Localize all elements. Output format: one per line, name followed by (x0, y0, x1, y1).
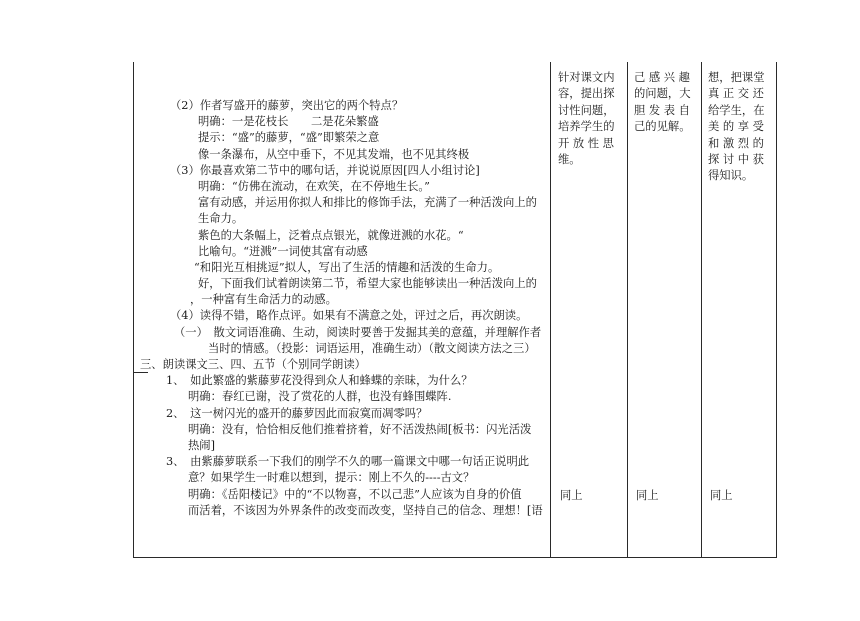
content-line: 3、 由紫藤萝联系一下我们的刚学不久的哪一篇课文中哪一句话正说明此 (166, 455, 530, 469)
content-line: 2、 这一树闪光的盛开的藤萝因此而寂寞而凋零吗？ (166, 406, 428, 420)
col4-line: 想，把课堂 (708, 71, 765, 84)
table-border-right (776, 62, 777, 558)
col2-line: 容，提出探 (558, 87, 615, 101)
content-line: 好，下面我们试着朗读第二节，希望大家也能够读出一种活泼向上的 (198, 277, 537, 291)
col3-line: 胆 发 表 自 (634, 103, 690, 117)
content-line: 明确：“仿佛在流动，在欢笑，在不停地生长。” (198, 179, 430, 193)
content-line: ，一种富有生命活力的动感。 (190, 293, 337, 307)
table-border-bottom (133, 557, 777, 558)
content-line: 明确：没有，恰恰相反他们推着挤着，好不活泼热闹[板书：闪光活泼 (188, 422, 532, 436)
content-line: 生命力。 (198, 212, 244, 226)
col4-line: 和 激 烈 的 (708, 136, 764, 150)
content-line: 热闹] (188, 438, 216, 452)
content-line: 比喻句。“迸溅”一词使其富有动感 (198, 244, 368, 258)
col4-line: 给学生，在 (708, 103, 765, 117)
col3-line: 己的见解。 (634, 120, 691, 134)
col4-line: 美 的 享 受 (708, 120, 764, 134)
col4-line: 得知识。 (708, 169, 754, 183)
student-activity-column (634, 70, 698, 136)
col4-line: 探 讨 中 获 (708, 152, 764, 166)
content-line: 紫色的大条幅上，泛着点点银光，就像迸溅的水花。“ (198, 228, 464, 242)
design-intent-column (558, 70, 624, 168)
table-border-left (133, 62, 134, 558)
col2-line: 讨性问题， (558, 103, 615, 117)
content-line: （2）作者写盛开的藤萝，突出它的两个特点？ (170, 99, 404, 112)
content-line: 明确：一是花枝长 二是花朵繁盛 (198, 115, 379, 129)
content-line: 三、朗读课文三、四、五节（个别同学朗读） (140, 358, 366, 371)
content-line: （一） 散文词语准确、生动，阅读时要善于发掘其美的意蕴，并理解作者 (174, 325, 542, 339)
content-line: 当时的情感。（投影：词语运用，准确生动）（散文阅读方法之三） (208, 341, 536, 355)
content-line: 明确：《岳阳楼记》中的“不以物喜，不以己悲”人应该为自身的价值 (188, 487, 522, 501)
col2-line: 培养学生的 (558, 120, 615, 134)
table-divider-col1 (550, 62, 551, 558)
col2-line: 针对课文内 (558, 71, 615, 84)
lesson-content (140, 66, 550, 519)
content-line: 1、 如此繁盛的紫藤萝花没得到众人和蜂蝶的亲昧，为什么？ (166, 374, 473, 388)
col4-line: 真 正 交 还 (708, 87, 764, 101)
col3-line: 的问题，大 (634, 87, 691, 101)
same-as-above-col2: 同上 (560, 489, 583, 502)
content-line: 明确：春红已谢，没了赏花的人群，也没有蜂围蝶阵. (188, 390, 452, 404)
table-divider-col2 (627, 62, 628, 558)
same-as-above-col3: 同上 (636, 489, 659, 502)
content-line: 富有动感，并运用你拟人和排比的修饰手法，充满了一种活泼向上的 (198, 196, 537, 210)
same-as-above-col4: 同上 (710, 489, 733, 502)
content-line: 提示：“盛”的藤萝，“盛”即繁荣之意 (198, 131, 380, 145)
content-line: “和阳光互相挑逗”拟人，写出了生活的情趣和活泼的生命力。 (194, 260, 500, 274)
table-divider-col3 (701, 62, 702, 558)
col2-line: 维。 (558, 152, 581, 166)
col2-line: 开 放 性 思 (558, 136, 614, 150)
col3-line: 己 感 兴 趣 (634, 71, 690, 84)
teaching-goal-column (708, 70, 774, 185)
content-line: 像一条瀑布，从空中垂下，不见其发端，也不见其终极 (198, 147, 470, 161)
content-line: （3）你最喜欢第二节中的哪句话，并说说原因[四人小组讨论] (170, 163, 480, 177)
content-line: 意？如果学生一时难以想到，提示：刚上不久的----古文？ (188, 471, 475, 485)
content-line: （4）读得不错，略作点评。如果有不满意之处，评过之后，再次朗读。 (170, 309, 528, 323)
content-line: 而活着，不该因为外界条件的改变而改变，坚持自己的信念、理想！[语 (188, 503, 543, 517)
